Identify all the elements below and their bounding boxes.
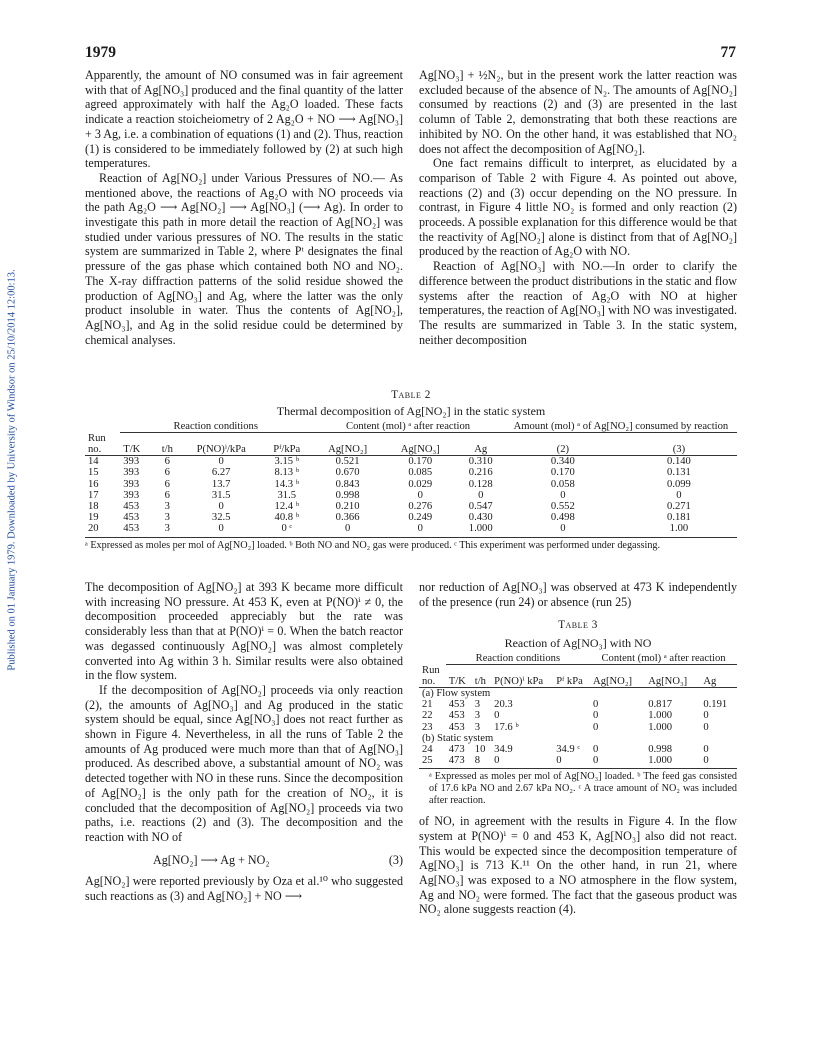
table-row (85, 456, 737, 468)
column-header: Ag[NO₃] (384, 444, 457, 456)
table-cell: 0.998 (335, 489, 360, 501)
table-cell: 16 (88, 478, 99, 490)
table-body (419, 744, 737, 766)
table-cell: 40.8 ᵇ (274, 512, 299, 524)
table-cell: 0 (703, 710, 709, 722)
table-cell: 0.521 (335, 456, 360, 468)
table-footnote: ᵃ Expressed as moles per mol of Ag[NO₂] loaded. ᵇ Both NO and NO₂ gas were produced. ᶜ This experiment was performed under degassing. (85, 537, 737, 552)
table-row (85, 490, 737, 501)
column-header: Run (422, 664, 440, 676)
equation-text: Ag[NO₂] ⟶ Ag + NO₂ (153, 852, 270, 867)
table-cell: 1.000 (468, 523, 493, 535)
table-label: Table 2 (391, 389, 431, 401)
table-cell: 453 (123, 512, 140, 524)
table-cell: 6 (164, 478, 170, 490)
table-cell: 0.170 (550, 467, 575, 479)
table-row (419, 722, 737, 733)
column-header: Ag (700, 676, 737, 688)
table-cell: 17.6 ᵇ (494, 721, 519, 733)
table-cell: 0.430 (468, 512, 493, 524)
table-cell: 32.5 (211, 512, 231, 524)
column-header: Ag (457, 444, 505, 456)
table-cell: 0 (218, 456, 224, 468)
column-header: P(NO)ⁱ/kPa (180, 444, 262, 456)
equation-number: (3) (388, 852, 403, 867)
table-cell: 0 (703, 721, 709, 733)
table-cell: 0.029 (408, 478, 433, 490)
table-cell: 393 (123, 456, 140, 468)
table-cell: 1.000 (648, 755, 673, 767)
table-cell: 453 (123, 523, 140, 535)
column-header: (2) (505, 444, 621, 456)
table-section: (b) Static system (422, 732, 494, 744)
table-row (85, 523, 737, 534)
table-cell: 0 (417, 489, 423, 501)
paragraph: One fact remains difficult to interpret, as elucidated by a comparison of Table 2 with Figure 4. As pointed out above, reactions (2) and (3) occur depending on the NO pressure. In contrast, in Figure 4 little NO₂ is formed and only reaction (2) proceeds. A possible explanation for this difference would be that the reactivity of Ag[NO₂] alone is distinct from that of Ag[NO₂] produced by the reaction of Ag₂O with NO. (419, 156, 737, 259)
data-table (419, 653, 737, 767)
journal-year: 1979 (85, 44, 116, 61)
table-cell (553, 699, 590, 710)
table-cell: 20 (88, 523, 99, 535)
table-cell: 0 (218, 523, 224, 535)
table-cell: 10 (474, 743, 486, 755)
table-cell: 0 (344, 523, 351, 535)
table-cell: 0 (593, 755, 599, 767)
table-cell: 0.210 (335, 500, 360, 512)
equation (85, 845, 403, 875)
column-header: no. (419, 676, 446, 688)
table-cell: 0 (478, 489, 484, 501)
table-body (85, 456, 737, 535)
table-cell: 0.366 (335, 512, 360, 524)
table-cell: 21 (422, 699, 433, 711)
paragraph: of NO, in agreement with the results in Figure 4. In the flow system at P(NO)ⁱ = 0 and 453 K, Ag[NO₃] also did not react. This would be expected since the decomposition temperature of Ag[NO₃] is 713 K.¹¹ On the other hand, in run 21, where Ag[NO₃] was exposed to a NO atmosphere in the flow system, Ag and NO₂ were formed. The fact that the gaseous product was NO₂ alone suggests reaction (4). (419, 814, 737, 917)
table-cell: 0 (494, 710, 500, 722)
column-header: t/h (472, 676, 491, 688)
table-row (85, 512, 737, 523)
table-cell: 0.085 (408, 467, 433, 479)
table-cell: 6 (164, 489, 170, 501)
table-cell: 0 (593, 743, 599, 755)
table-cell: 0 (703, 755, 709, 767)
page-number: 77 (720, 44, 736, 61)
column-header: (3) (621, 444, 737, 456)
download-notice (2, 150, 22, 790)
table-cell: 24 (422, 743, 433, 755)
table-cell: 18 (88, 500, 99, 512)
table-row (85, 501, 737, 512)
table-body (419, 699, 737, 733)
table-2 (85, 389, 737, 551)
table-row (419, 710, 737, 721)
table-cell: 393 (123, 478, 140, 490)
table-cell: 0.058 (550, 478, 575, 490)
table-title: Reaction of Ag[NO₃] with NO (504, 636, 652, 651)
column-header: t/h (155, 444, 181, 456)
table-cell: 3 (164, 500, 170, 512)
table-cell: 0.498 (550, 512, 575, 524)
table-row (85, 467, 737, 478)
table-cell: 15 (88, 467, 99, 479)
left-column-bottom (85, 580, 403, 904)
table-cell: 0.340 (550, 456, 575, 468)
table-cell: 12.4 ᵇ (274, 500, 299, 512)
table-cell: 0 (703, 743, 709, 755)
table-cell: 0 (676, 489, 682, 501)
table-cell: 3 (474, 710, 481, 722)
table-cell: 0 (593, 699, 599, 711)
table-row (419, 755, 737, 766)
table-cell: 453 (448, 721, 465, 733)
paragraph: The decomposition of Ag[NO₂] at 393 K became more difficult with increasing NO pressure. At 453 K, even at P(NO)ⁱ ≠ 0, the decomposition proceeded appreciably but the rate was considerably less than that at P(NO)ⁱ = 0. When the batch reactor was degassed continuously Ag[NO₂] was almost completely converted into Ag within 3 h. Similar results were also obtained in the flow system. (85, 580, 403, 683)
table-cell: 453 (448, 699, 465, 711)
group-header: Content (mol) ᵃ after reaction (590, 653, 737, 665)
paragraph: Ag[NO₂] were reported previously by Oza et al.¹⁰ who suggested such reactions as (3) and Ag[NO₂] + NO ⟶ (85, 874, 403, 904)
table-cell: 31.5 (277, 489, 297, 501)
table-cell: 23 (422, 721, 433, 733)
column-header: Pᶠ/kPa (262, 444, 311, 456)
table-cell: 0.181 (667, 512, 691, 524)
table-cell: 0.170 (408, 456, 433, 468)
table-footnote: ᵃ Expressed as moles per mol of Ag[NO₃] loaded. ᵇ The feed gas consisted of 17.6 kPa NO and 2.67 kPa NO₂. ᶜ A trace amount of NO₂ was included after reaction. (419, 768, 737, 806)
table-cell: 453 (448, 710, 465, 722)
column-header: Run (88, 432, 106, 444)
table-cell: 3 (164, 523, 170, 535)
table-cell: 0.249 (408, 512, 433, 524)
table-cell: 31.5 (211, 489, 231, 501)
table-cell: 25 (422, 755, 433, 767)
table-cell: 6 (164, 456, 170, 468)
group-header: Content (mol) ᵃ after reaction (311, 421, 505, 433)
table-row (85, 479, 737, 490)
table-cell: 0 (556, 755, 562, 767)
column-header: Ag[NO₂] (311, 444, 384, 456)
data-table (85, 421, 737, 535)
paragraph: Ag[NO₃] + ½N₂, but in the present work the latter reaction was excluded because of the absence of N₂. The amounts of Ag[NO₂] consumed by reactions (2) and (3) are presented in the last column of Table 2, demonstrating that both these reactions are inhibited by NO. On the other hand, it was established that NO₂ does not affect the decomposition of Ag[NO₂]. (419, 68, 737, 156)
table-cell: 0 (593, 710, 599, 722)
table-cell: 0 (560, 523, 566, 535)
table-cell: 0.099 (667, 478, 691, 490)
table-cell: 0.271 (667, 500, 691, 512)
download-notice-text: Published on 01 January 1979. Downloaded by University of Windsor on 25/10/2014 12:00:13. (6, 269, 18, 671)
table-cell: 0 (218, 500, 224, 512)
table-cell: 22 (422, 710, 433, 722)
table-cell: 0.131 (667, 467, 691, 479)
table-cell: 0.998 (648, 743, 673, 755)
table-cell: 6.27 (211, 467, 231, 479)
table-cell (553, 710, 590, 721)
table-cell: 6 (164, 467, 170, 479)
table-cell: 0 (417, 523, 423, 535)
table-cell: 0 (494, 755, 500, 767)
table-cell: 19 (88, 512, 99, 524)
paragraph: Reaction of Ag[NO₂] under Various Pressures of NO.— As mentioned above, the reactions of Ag₂O with NO proceeds via the path Ag₂O ⟶ Ag[NO₂] ⟶ Ag[NO₃] (⟶ Ag). In order to investigate this path in more detail the reaction of Ag[NO₂] was studied under various pressures of NO. The results in the static system are summarized in Table 2, where Pᵗ designates the final pressure of the gas phase which contained both NO and NO₂. The X-ray diffraction patterns of the solid residue showed the production of Ag[NO₃] and Ag, where the latter was the only product insoluble in water. Thus the contents of Ag[NO₂], Ag[NO₃], and Ag in the solid residue could be determined by chemical analyses. (85, 170, 403, 347)
table-cell: 0 ᶜ (281, 523, 293, 535)
right-column-bottom (419, 580, 737, 917)
table-cell: 14 (88, 456, 99, 468)
column-header: Ag[NO₂] (590, 676, 645, 688)
group-header: Reaction conditions (120, 421, 311, 433)
group-header: Amount (mol) ᵃ of Ag[NO₂] consumed by reaction (505, 421, 737, 433)
column-header: P(NO)ⁱ kPa (491, 676, 553, 688)
table-cell: 1.000 (648, 721, 673, 733)
table-cell: 8 (474, 755, 481, 767)
table-cell: 14.3 ᵇ (274, 478, 299, 490)
table-cell: 393 (123, 467, 140, 479)
column-header: Ag[NO₃] (645, 676, 700, 688)
table-cell (553, 722, 590, 733)
left-column-top (85, 68, 403, 347)
table-cell: 473 (448, 755, 465, 767)
table-cell: 1.000 (648, 710, 673, 722)
table-cell: 13.7 (211, 478, 231, 490)
table-cell: 0.547 (468, 500, 493, 512)
table-cell: 3 (474, 721, 481, 733)
column-header: no. (85, 444, 120, 456)
table-cell: 0.128 (468, 478, 493, 490)
table-title: Thermal decomposition of Ag[NO₂] in the static system (276, 404, 546, 418)
table-cell: 0.670 (335, 467, 360, 479)
table-cell: 20.3 (494, 699, 513, 711)
table-section: (a) Flow system (422, 687, 491, 699)
paragraph: Apparently, the amount of NO consumed was in fair agreement with that of Ag[NO₃] produced and the final quantity of the latter agreed approximately with half the Ag₂O loaded. These facts indicate a reaction stoicheiometry of 2 Ag₂O + NO ⟶ Ag[NO₃] + 3 Ag, i.e. a combination of equations (1) and (2). Thus, reaction (1) is considered to be immediately followed by (2) at such high temperatures. (85, 68, 403, 171)
table-row (419, 744, 737, 755)
table-3 (419, 618, 737, 806)
table-cell: 1.00 (669, 523, 689, 535)
column-header: T/K (446, 676, 472, 688)
right-column-top (419, 68, 737, 347)
table-cell: 3 (474, 699, 481, 711)
table-cell: 34.9 ᶜ (556, 743, 581, 755)
table-cell: 0.843 (335, 478, 360, 490)
table-cell: 3.15 ᵇ (274, 456, 299, 468)
table-cell: 0 (593, 721, 599, 733)
table-cell: 0.310 (468, 456, 493, 468)
table-cell: 0.191 (703, 699, 728, 711)
table-row (419, 699, 737, 710)
paragraph: nor reduction of Ag[NO₃] was observed at 473 K independently of the presence (run 24) or absence (run 25) (419, 580, 737, 609)
table-label: Table 3 (558, 619, 598, 632)
paragraph: If the decomposition of Ag[NO₂] proceeds via only reaction (2), the amounts of Ag[NO₃] and Ag produced in the static system should be equal, since Ag[NO₃] does not react further as shown in Figure 4. Nevertheless, in all the runs of Table 2 the amounts of Ag produced were much more than that of Ag[NO₃] produced. As described above, a substantial amount of NO₂ was detected together with NO in these runs. Since the decomposition of Ag[NO₂] is the only path for the creation of NO₂, it is concluded that the decomposition of Ag[NO₂] proceeds via two paths, i.e. reactions (2) and (3). The decomposition and the reaction with NO of (85, 682, 403, 844)
table-cell: 0.552 (550, 500, 575, 512)
table-cell: 3 (164, 512, 170, 524)
column-header: T/K (120, 444, 154, 456)
table-cell: 473 (448, 743, 465, 755)
table-cell: 17 (88, 489, 99, 501)
table-cell: 0.817 (648, 699, 673, 711)
table-cell: 0 (560, 489, 566, 501)
table-cell: 34.9 (494, 743, 513, 755)
group-header: Reaction conditions (446, 653, 590, 665)
table-cell: 453 (123, 500, 140, 512)
column-header: Pᶠ kPa (553, 676, 590, 688)
table-cell: 0.276 (408, 500, 433, 512)
table-cell: 8.13 ᵇ (274, 467, 299, 479)
table-cell: 393 (123, 489, 140, 501)
table-cell: 0.140 (667, 456, 691, 468)
paragraph: Reaction of Ag[NO₃] with NO.—In order to clarify the difference between the product distributions in the static and flow systems after the reaction of Ag₂O with NO at higher temperatures, the reaction of Ag[NO₃] with NO was investigated. The results are summarized in Table 3. In the static system, neither decomposition (419, 259, 737, 347)
table-cell: 0.216 (468, 467, 493, 479)
